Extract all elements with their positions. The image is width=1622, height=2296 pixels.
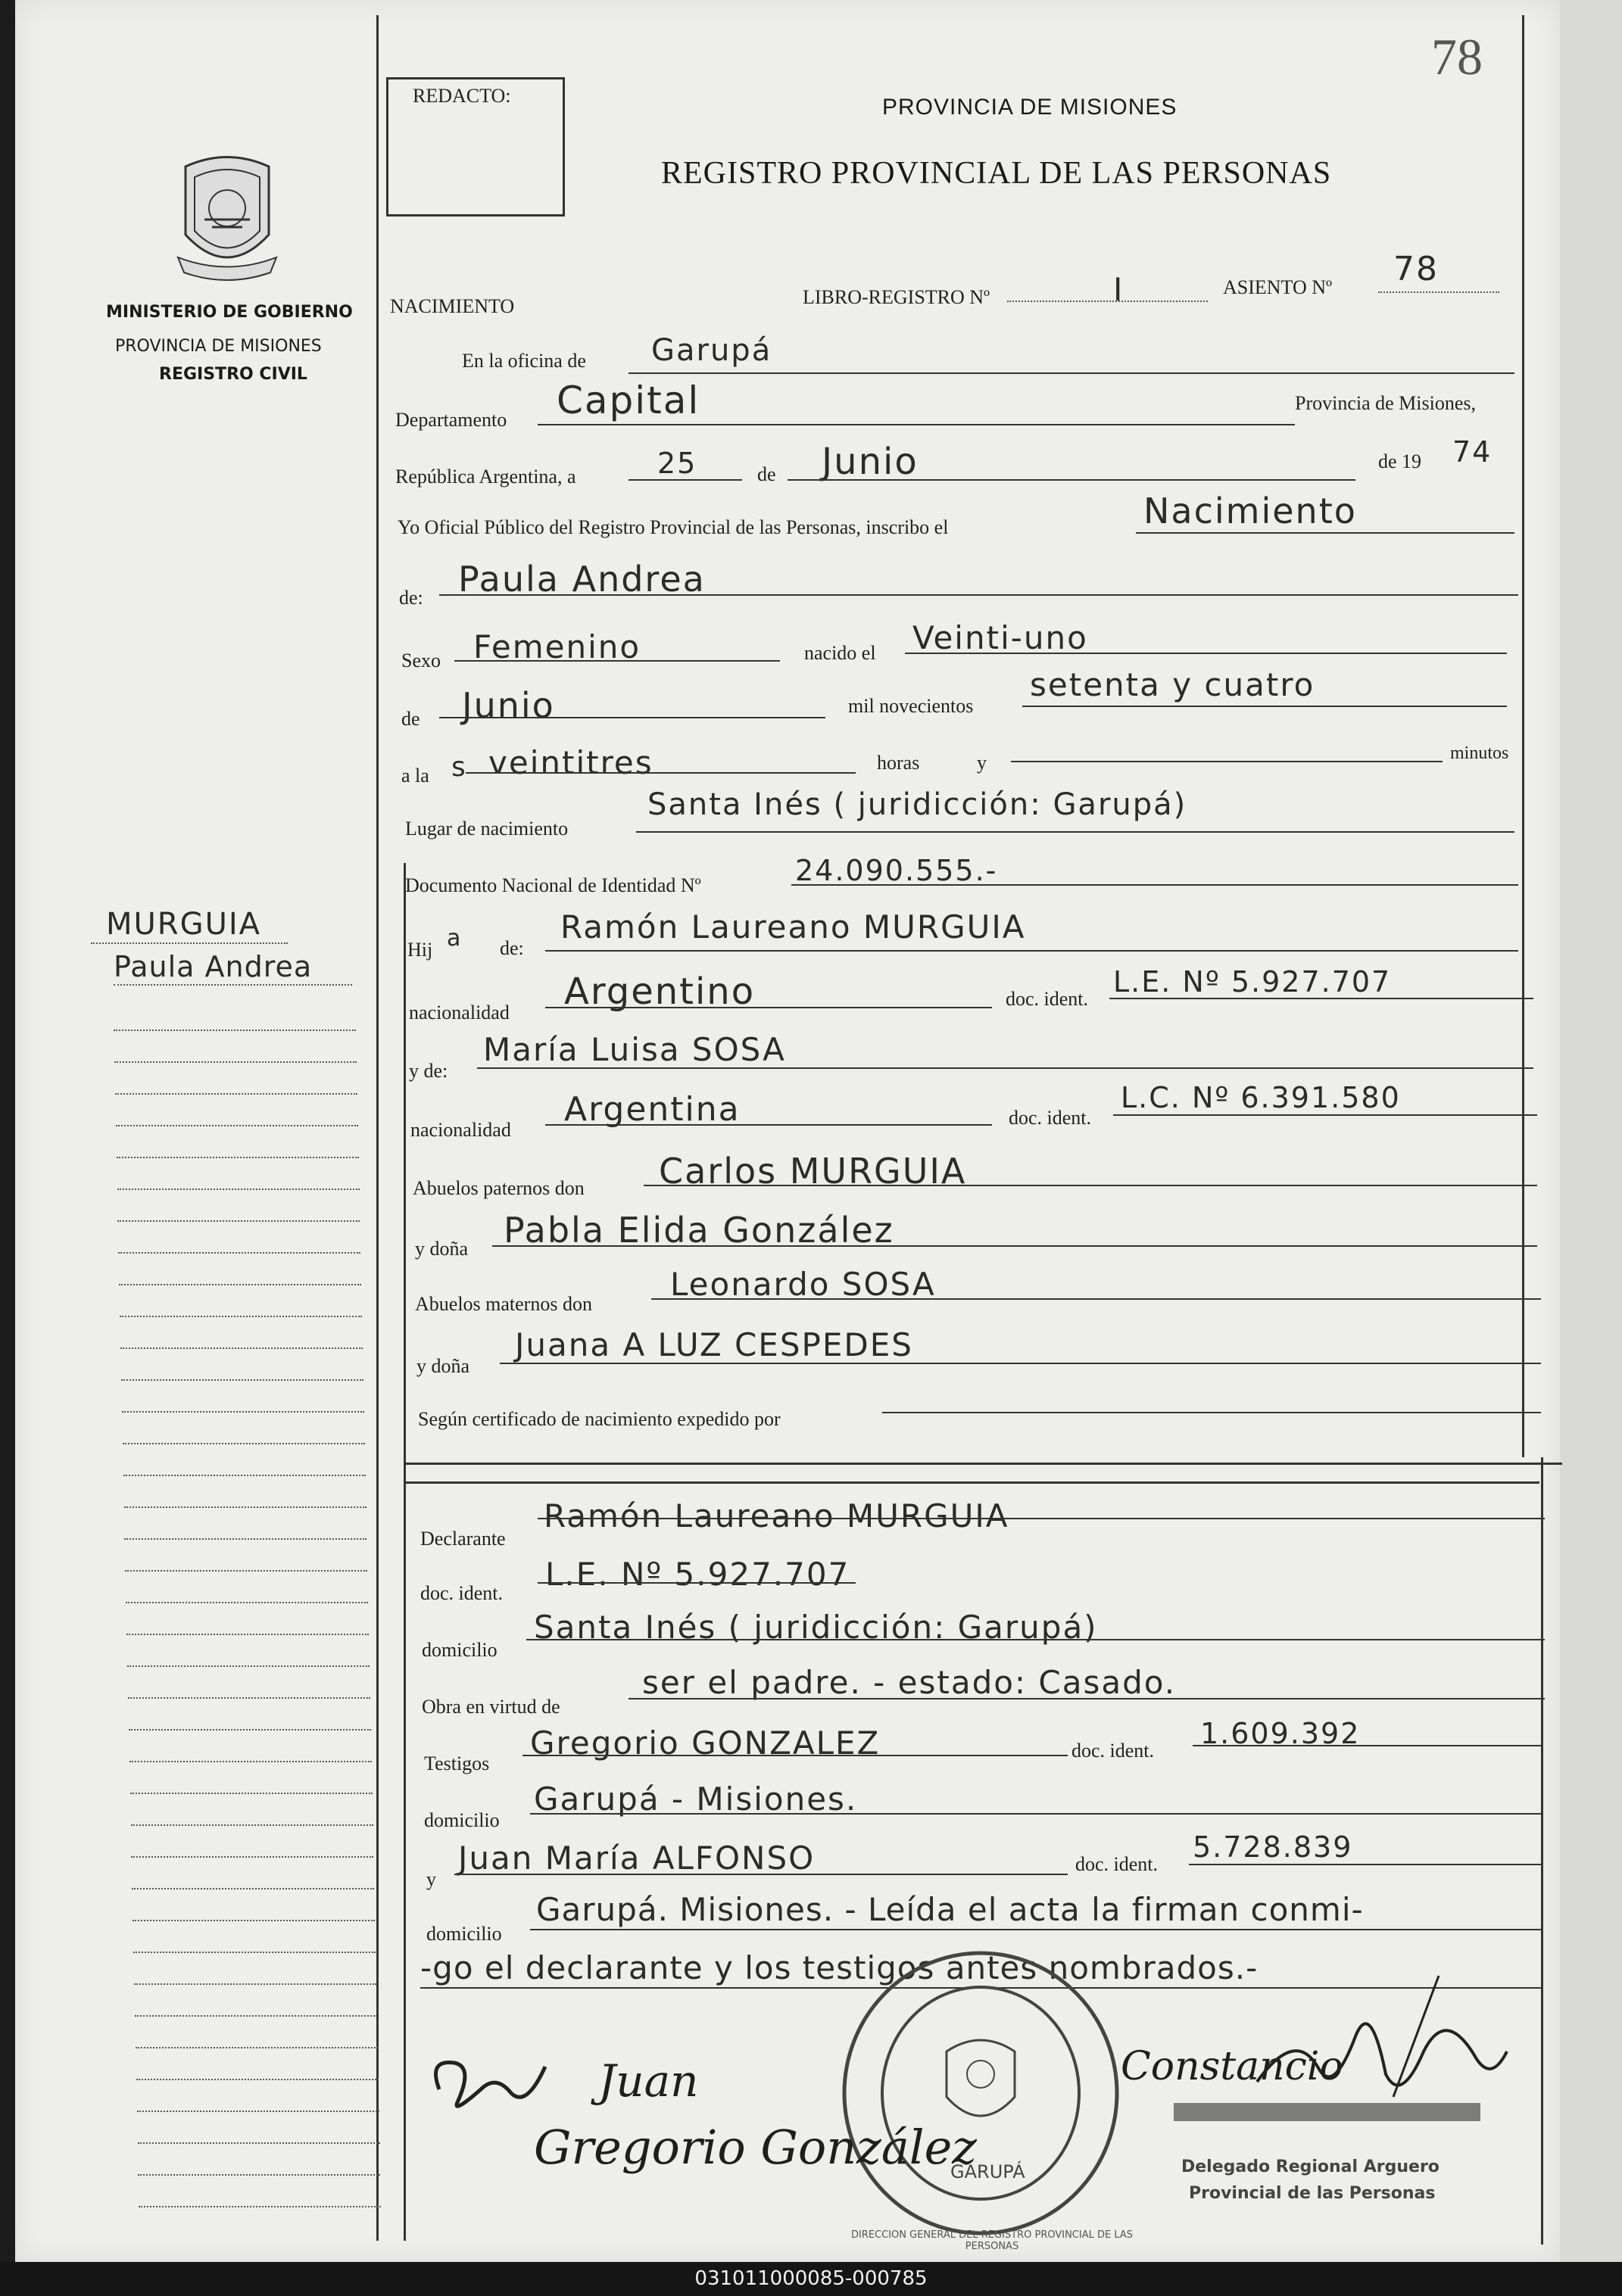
margin-dotted-rule: [126, 1634, 369, 1635]
margin-dotted-rule: [132, 1888, 374, 1889]
declarante-value: Ramón Laureano MURGUIA: [544, 1497, 1009, 1534]
decl-dom-value: Santa Inés ( juridicción: Garupá): [534, 1609, 1098, 1646]
margin-dotted-rule: [133, 1952, 376, 1953]
libro-rule: [1007, 301, 1208, 302]
margin-dotted-rule: [134, 1983, 376, 1985]
decl-doc-rule: [538, 1582, 856, 1584]
madre-doc-rule: [1113, 1114, 1537, 1116]
dni-rule: [791, 884, 1518, 886]
nombre-value: Paula Andrea: [458, 559, 706, 600]
signature-scrawl-1-icon: [428, 2044, 557, 2131]
margin-dotted-rule: [115, 1093, 357, 1095]
record-type: NACIMIENTO: [390, 295, 515, 317]
padre-doc-value: L.E. Nº 5.927.707: [1113, 965, 1392, 998]
dni-label: Documento Nacional de Identidad Nº: [405, 874, 701, 896]
margin-dotted-rule: [118, 1252, 360, 1254]
sexo-label: Sexo: [401, 650, 441, 671]
testigo1-doc-rule: [1193, 1745, 1541, 1746]
page-number: 78: [1431, 28, 1483, 86]
de-label: de: [757, 463, 776, 485]
mil-value: setenta y cuatro: [1030, 666, 1315, 703]
testigo1-doc-label: doc. ident.: [1071, 1740, 1155, 1762]
margin-dotted-rule: [126, 1602, 368, 1603]
margin-dotted-rule: [136, 2079, 379, 2080]
libro-label: LIBRO-REGISTRO Nº: [803, 286, 990, 308]
de-mes-label: de: [401, 708, 420, 730]
testigo2-rule: [454, 1874, 1068, 1875]
madre-doc-label: doc. ident.: [1009, 1107, 1092, 1129]
margin-dotted-rule: [120, 1347, 363, 1349]
redacto-label: REDACTO:: [413, 85, 511, 107]
testigo2-value: Juan María ALFONSO: [458, 1840, 816, 1877]
margin-dotted-rule: [122, 1411, 364, 1413]
nacido-mes-rule: [439, 717, 825, 718]
margin-dotted-rule: [123, 1475, 366, 1476]
right-frame-line-lower: [1541, 1457, 1543, 2245]
ab-mat-don-value: Leonardo SOSA: [670, 1266, 936, 1303]
mes-rule: [788, 479, 1355, 481]
segun-label: Según certificado de nacimiento expedido por: [418, 1408, 781, 1430]
oficina-rule: [629, 372, 1514, 374]
minutos-rule: [1011, 761, 1443, 762]
dia-value: 25: [657, 447, 697, 480]
margin-dotted-rule: [119, 1284, 361, 1285]
hora-rule: [466, 772, 856, 774]
mes-value: Junio: [822, 441, 919, 483]
testigo2-doc-rule: [1189, 1864, 1541, 1865]
margin-dotted-rule: [123, 1443, 365, 1444]
document-id-footer: 031011000085-000785: [0, 2262, 1622, 2296]
departamento-rule: [538, 424, 1295, 425]
margin-dotted-rule: [131, 1824, 373, 1826]
horas-label: horas: [877, 752, 920, 774]
inner-frame-line: [404, 863, 406, 2241]
ala-s: s: [451, 752, 467, 783]
provincia-label: Provincia de Misiones,: [1295, 392, 1477, 414]
nacido-value: Veinti-uno: [912, 619, 1088, 656]
signature-juan: Juan: [598, 2055, 699, 2107]
testigo1-dom-label: domicilio: [424, 1809, 500, 1831]
hij-label: Hij: [407, 939, 433, 961]
signature-official: Constancio: [1121, 2044, 1343, 2089]
madre-doc-value: L.C. Nº 6.391.580: [1121, 1081, 1401, 1114]
declarante-rule: [538, 1518, 1545, 1519]
testigo2-dom-label: domicilio: [426, 1923, 502, 1945]
padre-nac-label: nacionalidad: [409, 1002, 510, 1023]
ab-pat-ydona-label: y doña: [415, 1238, 469, 1260]
stamp-inner-text: GARUPÁ: [950, 2161, 1025, 2182]
dni-value: 24.090.555.-: [795, 854, 998, 887]
margin-dotted-rule: [133, 1920, 375, 1921]
ala-label: a la: [401, 765, 429, 787]
padre-value: Ramón Laureano MURGUIA: [560, 908, 1026, 946]
margin-dotted-rule: [125, 1570, 367, 1572]
padre-doc-label: doc. ident.: [1006, 988, 1089, 1010]
libro-value: I: [1113, 271, 1124, 308]
padre-doc-rule: [1109, 998, 1533, 999]
decl-doc-value: L.E. Nº 5.927.707: [545, 1556, 850, 1593]
madre-nac-label: nacionalidad: [410, 1119, 511, 1141]
madre-nac-value: Argentina: [564, 1090, 741, 1129]
testigo2-dom-value: Garupá. Misiones. - Leída el acta la firman conmi-: [536, 1891, 1364, 1928]
asiento-rule: [1378, 291, 1499, 293]
official-line-3: Provincial de las Personas: [1189, 2184, 1436, 2203]
de19-label: de 19: [1378, 450, 1422, 472]
declarante-label: Declarante: [420, 1528, 506, 1550]
lugar-label: Lugar de nacimiento: [405, 818, 569, 840]
obra-label: Obra en virtud de: [422, 1696, 560, 1718]
margin-rule: [91, 942, 288, 944]
margin-dotted-rule: [124, 1538, 367, 1540]
margin-dotted-rule: [127, 1665, 370, 1667]
left-column-divider: [376, 15, 379, 2241]
madre-nac-rule: [545, 1124, 992, 1126]
nacido-mes-value: Junio: [462, 685, 555, 726]
ministry-line-2: PROVINCIA DE MISIONES: [115, 337, 322, 356]
mil-rule: [1022, 706, 1507, 707]
province-seal-icon: [170, 151, 284, 288]
obra-value: ser el padre. - estado: Casado.: [642, 1664, 1177, 1701]
yde-label: y de:: [409, 1060, 448, 1082]
closing-line: -go el declarante y los testigos antes nombrados.-: [420, 1949, 1259, 1986]
testigo2-y-label: y: [426, 1868, 436, 1890]
hij-a: a: [447, 925, 463, 952]
section-divider: [404, 1463, 1562, 1465]
lugar-rule: [636, 831, 1514, 833]
testigos-label: Testigos: [424, 1752, 490, 1774]
stamp-ring-text: DIRECCION GENERAL DEL REGISTRO PROVINCIAL DE LAS PERSONAS: [850, 2229, 1134, 2252]
margin-rule: [114, 984, 352, 986]
section-divider-2: [404, 1481, 1539, 1484]
testigo1-value: Gregorio GONZALEZ: [530, 1724, 881, 1762]
ab-pat-don-value: Carlos MURGUIA: [659, 1151, 967, 1192]
ab-pat-dona-rule: [492, 1245, 1537, 1247]
padre-rule: [545, 950, 1518, 952]
obra-rule: [629, 1698, 1545, 1699]
official-line-2: Delegado Regional Arguero: [1181, 2157, 1440, 2176]
testigo2-dom-rule: [530, 1929, 1541, 1930]
nacido-label: nacido el: [804, 642, 876, 664]
nacido-rule: [905, 653, 1507, 654]
testigo2-doc-value: 5.728.839: [1193, 1830, 1353, 1864]
margin-dotted-rule: [129, 1729, 371, 1731]
mil-label: mil novecientos: [848, 695, 974, 717]
margin-dotted-rule: [129, 1761, 372, 1762]
anio-value: 74: [1452, 435, 1493, 469]
page-edge: [1560, 0, 1622, 2262]
ab-mat-dona-rule: [500, 1363, 1541, 1364]
margin-dotted-rule: [117, 1220, 360, 1222]
sexo-value: Femenino: [473, 628, 641, 665]
oficial-value: Nacimiento: [1143, 491, 1357, 531]
signature-gregorio: Gregorio González: [534, 2120, 977, 2175]
margin-dotted-rule: [135, 2015, 377, 2017]
sexo-rule: [454, 660, 780, 662]
ab-pat-label: Abuelos paternos don: [413, 1177, 585, 1199]
margin-dotted-rule: [114, 1061, 357, 1063]
margin-dotted-rule: [138, 2174, 380, 2176]
margin-dotted-rule: [138, 2142, 380, 2144]
registry-stamp-icon: [833, 1946, 1128, 2245]
madre-rule: [477, 1067, 1533, 1069]
margin-dotted-rule: [117, 1188, 360, 1190]
margin-dotted-rule: [117, 1157, 359, 1158]
margin-dotted-rule: [130, 1793, 373, 1794]
ab-mat-label: Abuelos maternos don: [415, 1293, 592, 1315]
oficial-rule: [1136, 532, 1514, 534]
testigo1-dom-rule: [530, 1813, 1541, 1815]
margin-given-name: Paula Andrea: [114, 950, 313, 983]
registry-title: REGISTRO PROVINCIAL DE LAS PERSONAS: [661, 156, 1332, 191]
departamento-value: Capital: [557, 379, 700, 422]
ab-mat-don-rule: [651, 1298, 1541, 1300]
hora-value: veintitres: [488, 744, 653, 781]
decl-dom-label: domicilio: [422, 1639, 498, 1661]
oficial-label: Yo Oficial Público del Registro Provincial de las Personas, inscribo el: [398, 516, 949, 538]
testigo2-doc-label: doc. ident.: [1075, 1853, 1159, 1875]
margin-dotted-rule: [131, 1856, 373, 1858]
margin-dotted-rule: [139, 2206, 381, 2207]
decl-doc-label: doc. ident.: [420, 1582, 504, 1604]
madre-value: María Luisa SOSA: [483, 1031, 786, 1068]
asiento-value: 78: [1393, 250, 1439, 288]
margin-dotted-rule: [124, 1506, 367, 1508]
y-label: y: [977, 752, 987, 774]
oficina-label: En la oficina de: [462, 350, 586, 372]
testigo1-doc-value: 1.609.392: [1200, 1717, 1361, 1750]
lugar-value: Santa Inés ( juridicción: Garupá): [647, 787, 1187, 822]
departamento-label: Departamento: [395, 409, 507, 431]
margin-dotted-rule: [116, 1125, 358, 1126]
ab-mat-dona-value: Juana A LUZ CESPEDES: [515, 1326, 913, 1363]
testigo1-dom-value: Garupá - Misiones.: [534, 1780, 858, 1818]
margin-surname: MURGUIA: [106, 907, 262, 942]
hij-de-label: de:: [500, 937, 524, 959]
signature-flourish-icon: [1249, 1968, 1514, 2116]
dia-rule: [629, 479, 742, 481]
padre-nac-rule: [545, 1007, 992, 1008]
margin-dotted-rule: [137, 2111, 379, 2112]
margin-dotted-rule: [121, 1379, 363, 1381]
ab-mat-ydona-label: y doña: [416, 1355, 470, 1377]
republica-label: República Argentina, a: [395, 466, 576, 488]
minutos-label: minutos: [1450, 743, 1509, 763]
ab-pat-dona-value: Pabla Elida González: [504, 1210, 894, 1251]
oficina-value: Garupá: [651, 333, 772, 368]
nombre-rule: [439, 594, 1518, 596]
segun-rule: [882, 1412, 1541, 1413]
ministry-line-3: REGISTRO CIVIL: [159, 365, 307, 384]
padre-nac-value: Argentino: [564, 970, 756, 1013]
asiento-label: ASIENTO Nº: [1223, 276, 1333, 298]
right-frame-line: [1522, 15, 1524, 1457]
ab-pat-don-rule: [644, 1185, 1537, 1186]
margin-dotted-rule: [128, 1697, 370, 1699]
de-nombre-label: de:: [399, 587, 423, 609]
margin-dotted-rule: [114, 1030, 356, 1031]
province-heading: PROVINCIA DE MISIONES: [882, 95, 1178, 120]
ministry-line-1: MINISTERIO DE GOBIERNO: [106, 303, 353, 322]
testigo1-rule: [522, 1755, 1068, 1756]
margin-dotted-rule: [136, 2047, 378, 2048]
decl-dom-rule: [526, 1639, 1545, 1640]
margin-dotted-rule: [120, 1316, 362, 1317]
